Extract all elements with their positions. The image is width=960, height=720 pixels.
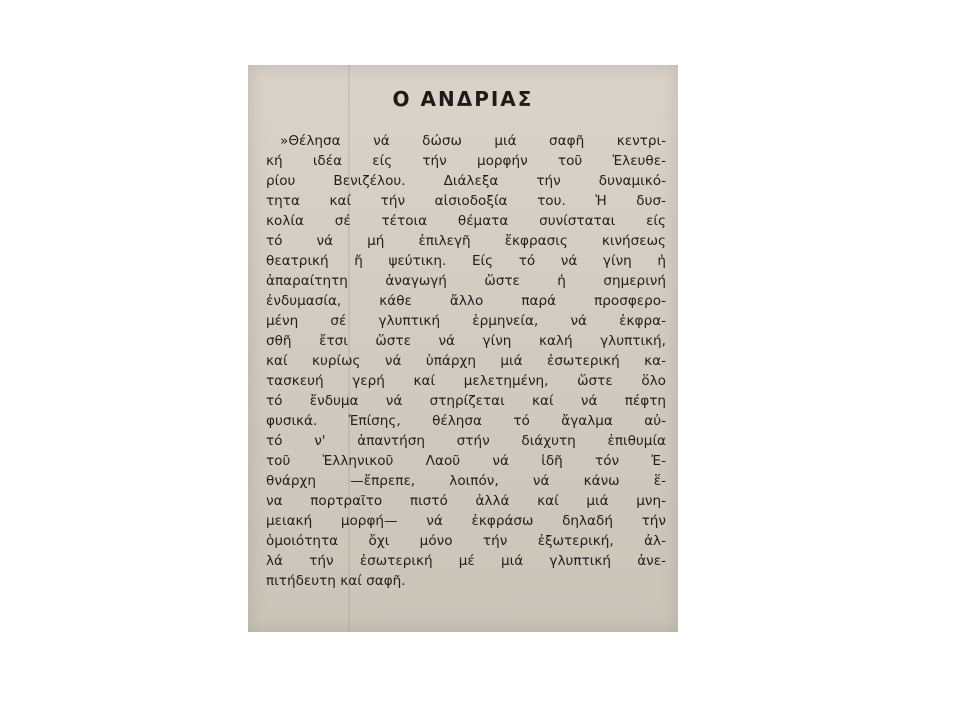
article-line: τό νά μή ἐπιλεγῆ ἔκφρασις κινήσεως — [266, 233, 666, 249]
article-line: τό ἔνδυμα νά στηρίζεται καί νά πέφτη — [266, 393, 666, 409]
article-line: σθῆ ἔτσι ὥστε νά γίνη καλή γλυπτική, — [266, 333, 666, 349]
article-title: Ο ΑΝΔΡΙΑΣ — [392, 87, 534, 111]
newspaper-clipping — [248, 65, 678, 632]
article-line: κολία σέ τέτοια θέματα συνίσταται είς — [266, 213, 666, 229]
article-line: ὁμοιότητα ὄχι μόνο τήν ἐξωτερική, ἀλ- — [266, 533, 666, 549]
article-line: φυσικά. Ἐπίσης, θέλησα τό ἄγαλμα αὐ- — [266, 413, 666, 429]
article-line: ρίου Βενιζέλου. Διάλεξα τήν δυναμικό- — [266, 173, 666, 189]
article-line: καί κυρίως νά ὑπάρχη μιά ἐσωτερική κα- — [266, 353, 666, 369]
article-line: θνάρχη —ἔπρεπε, λοιπόν, νά κάνω ἕ- — [266, 473, 666, 489]
article-line: πιτήδευτη καί σαφῆ. — [266, 573, 406, 589]
article-line: ἀπαραίτητη ἀναγωγή ὥστε ἡ σημερινή — [266, 273, 666, 289]
article-line: τοῦ Ἑλληνικοῦ Λαοῦ νά ἰδῆ τόν Ἐ- — [266, 453, 666, 469]
article-body — [266, 131, 666, 591]
article-line: ἐνδυμασία, κάθε ἄλλο παρά προσφερο- — [266, 293, 666, 309]
article-line: να πορτραῖτο πιστό ἀλλά καί μιά μνη- — [266, 493, 666, 509]
article-line: θεατρική ἤ ψεύτικη. Είς τό νά γίνη ἡ — [266, 253, 666, 269]
article-line: τό ν' ἀπαντήση στήν διάχυτη ἐπιθυμία — [266, 433, 666, 449]
article-line: »Θέλησα νά δώσω μιά σαφῆ κεντρι- — [280, 133, 666, 149]
article-line: τασκευή γερή καί μελετημένη, ὥστε ὅλο — [266, 373, 666, 389]
article-line: λά τήν ἐσωτερική μέ μιά γλυπτική ἀνε- — [266, 553, 666, 569]
article-line: μένη σέ γλυπτική ἑρμηνεία, νά ἐκφρα- — [266, 313, 666, 329]
article-line: τητα καί τήν αἰσιοδοξία του. Ἡ δυσ- — [266, 193, 666, 209]
article-line: κή ιδέα είς τήν μορφήν τοῦ Ἐλευθε- — [266, 153, 666, 169]
article-line: μειακή μορφή— νά ἐκφράσω δηλαδή τήν — [266, 513, 666, 529]
